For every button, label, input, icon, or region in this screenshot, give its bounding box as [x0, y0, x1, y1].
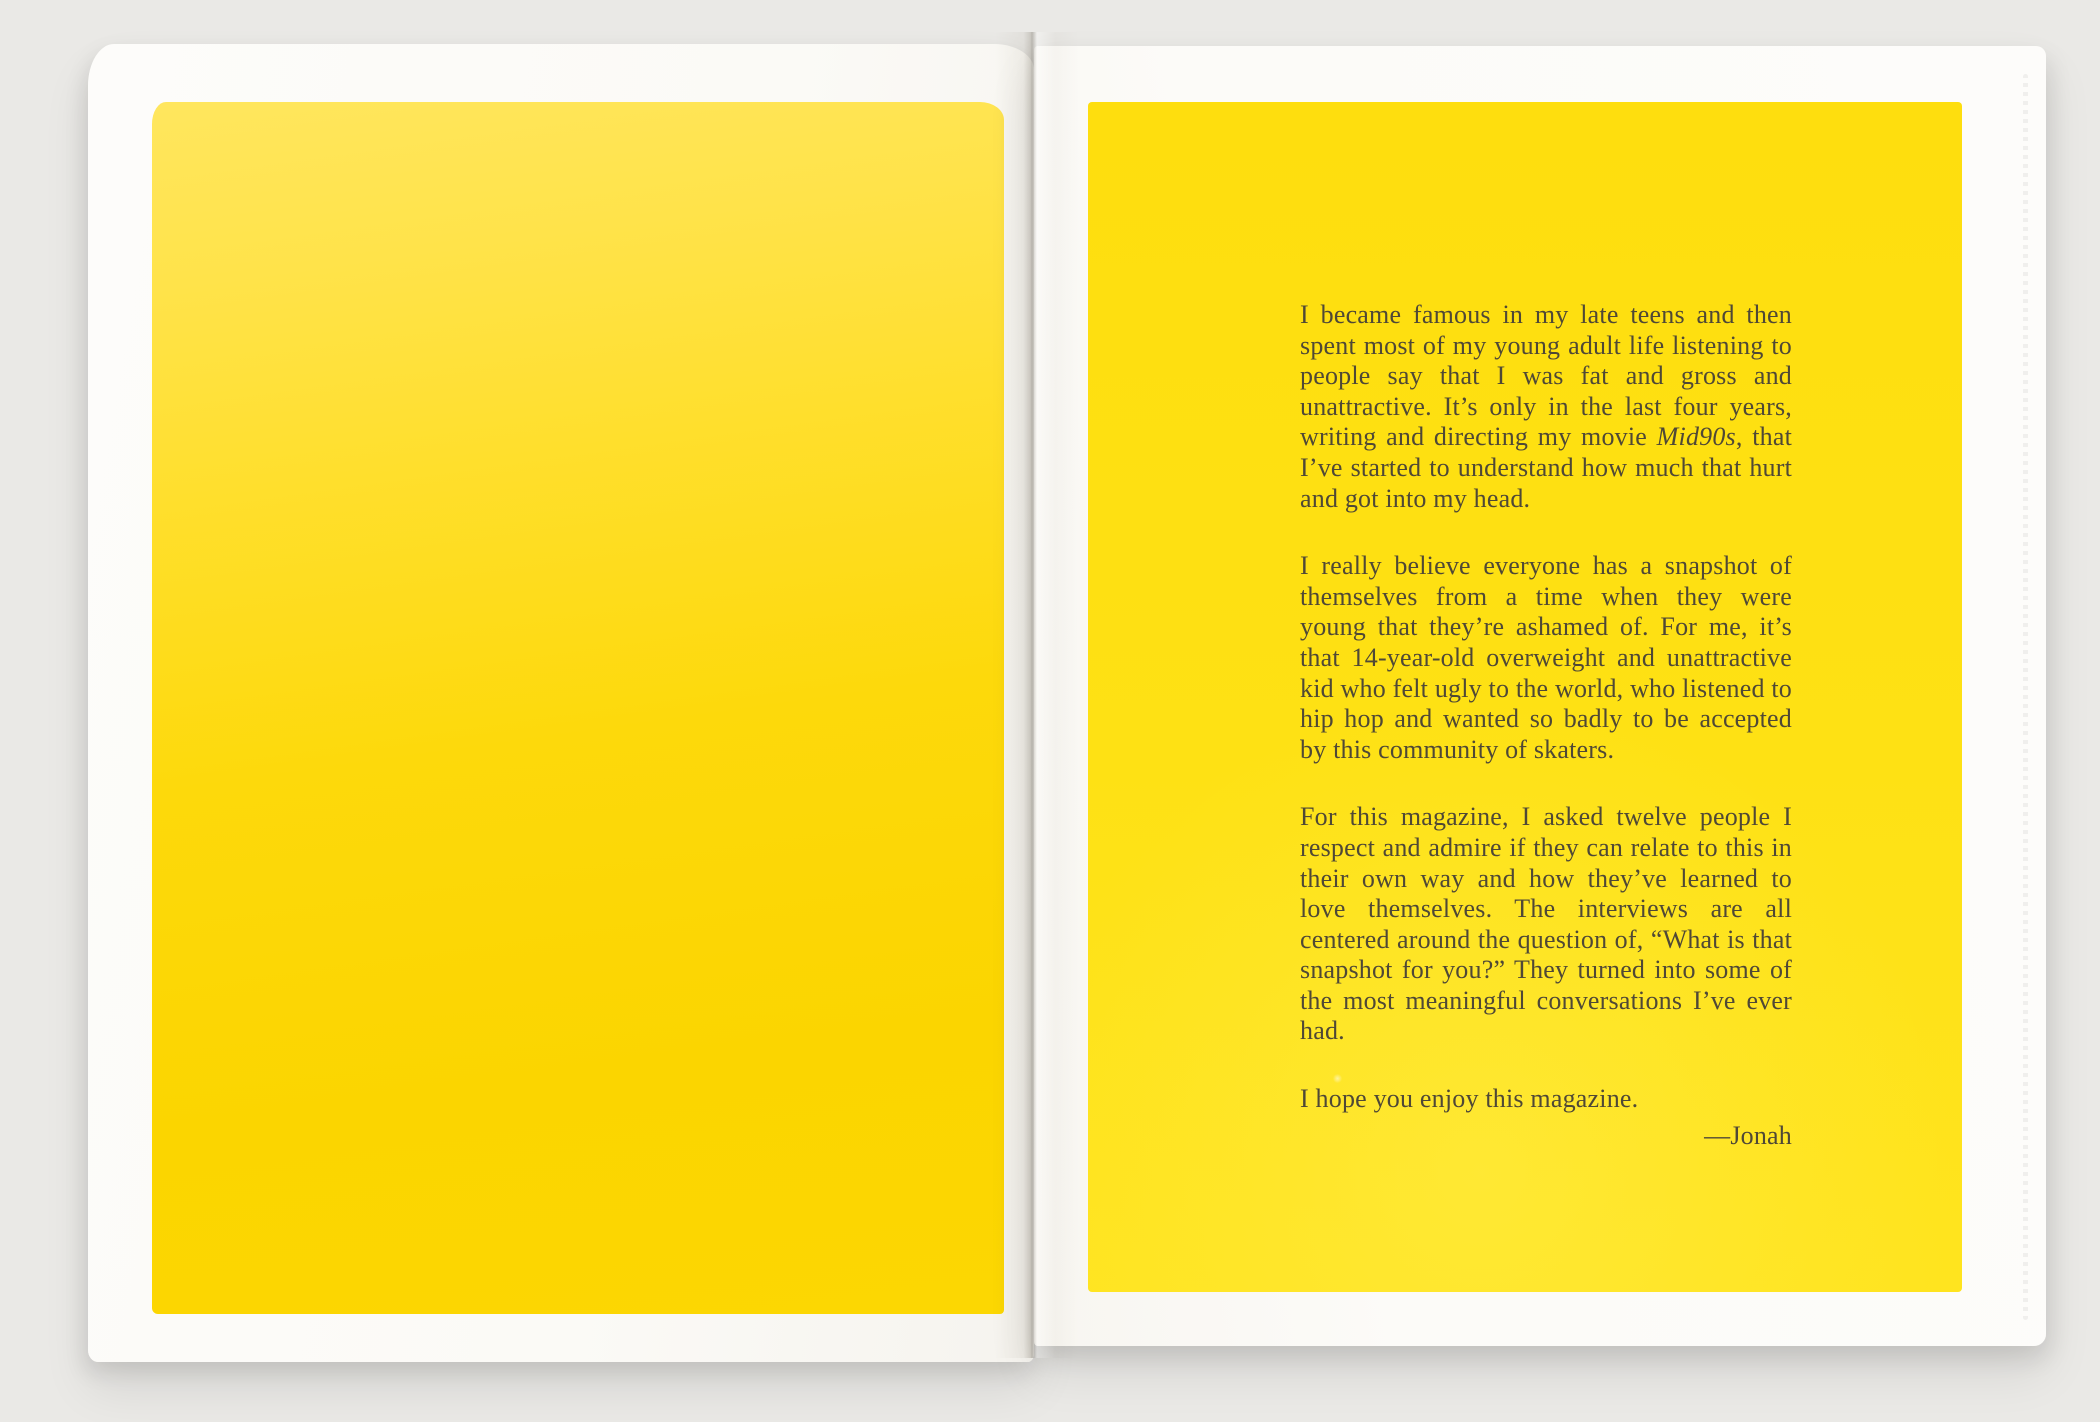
deckled-page-edge	[2023, 74, 2028, 1320]
letter-paragraph-1-text-post: , that I’ve started to understand how much that hurt and got into my head.	[1300, 422, 1793, 513]
left-page	[88, 44, 1034, 1362]
letter-signature: —Jonah	[1704, 1120, 1792, 1150]
letter-paragraph-1	[1300, 300, 1792, 514]
letter-paragraph-4: I hope you enjoy this magazine.	[1300, 1084, 1639, 1114]
left-page-yellow-panel	[152, 102, 1004, 1314]
intro-letter	[1300, 300, 1792, 1151]
letter-paragraph-1-text-pre: I became famous in my late teens and then spent most of my young adult life listening to people say that I was fat and gross and unattractive. It’s only in the last four years, writing and directing my movie	[1300, 300, 1792, 452]
letter-paragraph-2: I really believe everyone has a snapshot of themselves from a time when they were young that they’re ashamed of. For me, it’s that 14-year-old overweight and unattractive kid who felt ugly to the world, who listened to hip hop and wanted so badly to be accepted by this community of skaters.	[1300, 551, 1792, 764]
right-page-yellow-panel	[1088, 102, 1962, 1292]
movie-title: Mid90s	[1656, 422, 1736, 452]
right-page	[1034, 46, 2046, 1346]
letter-paragraph-3: For this magazine, I asked twelve people I respect and admire if they can relate to this in their own way and how they’ve learned to love themselves. The interviews are all centered around the question of, “What is that snapshot for you?” They turned into some of the most meaningful conversations I’ve ever had.	[1300, 802, 1792, 1046]
